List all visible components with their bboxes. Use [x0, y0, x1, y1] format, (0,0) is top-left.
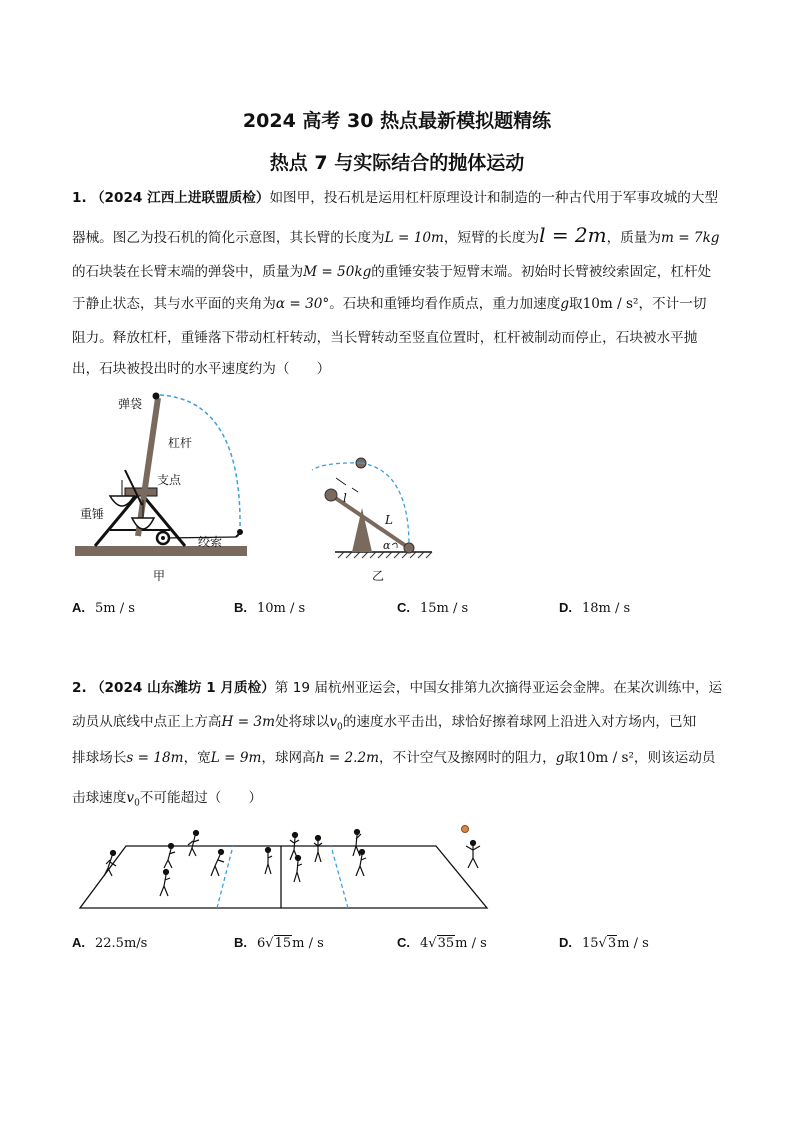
- q2-number: 2.: [72, 680, 87, 696]
- q2-line-2: 动员从底线中点正上方高H = 3m处将球以$v_0$的速度水平击出，球恰好擦着球网上沿进入对方场内，已知: [72, 714, 697, 733]
- player-server: [466, 841, 480, 869]
- document-subtitle: 热点 7 与实际结合的抛体运动: [269, 152, 525, 174]
- volleyball: [462, 826, 469, 833]
- q1-line-3: 的石块装在长臂末端的弹袋中，质量为M = 50kg的重锤安装于短臂末端。初始时长臂被绞索固定，杠杆处: [72, 264, 712, 280]
- q2-source: （2024 山东潍坊 1 月质检）: [90, 680, 275, 696]
- q2-net-height: h = 2.2m: [315, 750, 380, 766]
- q1-option-c[interactable]: C. 15m / s: [397, 600, 469, 616]
- player: [294, 856, 302, 883]
- label-lever: 杠杆: [168, 436, 193, 450]
- q1-number: 1.: [72, 190, 87, 206]
- q1-line-1: 1. （2024 江西上进联盟质检）如图甲，投石机是运用杠杆原理设计和制造的一种古代用于军事攻城的大型: [72, 190, 719, 206]
- player: [211, 850, 224, 877]
- label-pivot: 支点: [157, 473, 182, 487]
- q1-option-d[interactable]: D. 18m / s: [559, 600, 631, 616]
- q2-option-c[interactable]: C. 4√35m / s: [397, 935, 487, 951]
- player: [265, 848, 272, 875]
- label-weight: 重锤: [80, 507, 105, 521]
- q2-option-d[interactable]: D. 15√3m / s: [559, 935, 649, 951]
- q2-line-3: 排球场长s = 18m，宽L = 9m，球网高h = 2.2m，不计空气及擦网时的阻力，g取10m / s²，则该运动员: [72, 750, 716, 766]
- q1-source: （2024 江西上进联盟质检）: [90, 190, 270, 206]
- q1-line-4: 于静止状态，其与水平面的夹角为α = 30°。石块和重锤均看作质点，重力加速度g取10m / s²，不计一切: [72, 296, 707, 312]
- q2-option-b[interactable]: B. 6√15m / s: [234, 935, 324, 951]
- q2-court-length: s = 18m: [126, 750, 184, 766]
- q2-height: H = 3m: [221, 714, 275, 730]
- player: [160, 870, 170, 897]
- player: [356, 850, 366, 877]
- attack-line-right: [331, 846, 348, 908]
- caption-jia: 甲: [153, 569, 166, 583]
- q1-option-b[interactable]: B. 10m / s: [234, 600, 306, 616]
- q1-line-2: 器械。图乙为投石机的简化示意图，其长臂的长度为L = 10m，短臂的长度为l = 2m，质量为m = 7kg: [72, 223, 720, 247]
- q2-gravity: 10m / s²: [578, 750, 634, 766]
- schematic-label-l: l: [343, 491, 347, 505]
- q2-option-a[interactable]: A. 22.5m/s: [72, 935, 148, 951]
- q1-option-a[interactable]: A. 5m / s: [72, 600, 135, 616]
- document-title: 2024 高考 30 热点最新模拟题精练: [242, 110, 552, 132]
- q2-court-width: L = 9m: [210, 750, 262, 766]
- q2-line-4: 击球速度$v_0$不可能超过（ ）: [72, 790, 263, 809]
- court-outline: [80, 846, 487, 908]
- q1-long-arm: L = 10m: [384, 230, 444, 246]
- q1-gravity: 10m / s²: [582, 296, 639, 312]
- q2-line-1: 2. （2024 山东潍坊 1 月质检）第 19 届杭州亚运会，中国女排第九次摘得亚运会金牌。在某次训练中，运: [72, 680, 723, 696]
- player: [164, 844, 175, 869]
- player: [314, 836, 322, 863]
- q1-weight-mass: M = 50kg: [303, 264, 372, 280]
- q1-short-arm: l = 2m: [539, 223, 607, 247]
- q1-stone-mass: m = 7kg: [661, 230, 720, 246]
- player: [188, 831, 199, 857]
- q1-line-5: 阻力。释放杠杆，重锤落下带动杠杆转动，当长臂转动至竖直位置时，杠杆被制动而停止，石块被水平抛: [72, 330, 698, 346]
- label-pouch: 弹袋: [118, 397, 143, 411]
- q1-angle: α = 30°: [275, 296, 330, 312]
- caption-yi: 乙: [372, 569, 385, 583]
- schematic-label-alpha: α: [383, 539, 391, 552]
- q1-line-6: 出，石块被投出时的水平速度约为（ ）: [72, 361, 331, 377]
- label-rope: 绞索: [198, 535, 223, 549]
- player: [104, 851, 116, 877]
- schematic-label-L: L: [385, 513, 393, 527]
